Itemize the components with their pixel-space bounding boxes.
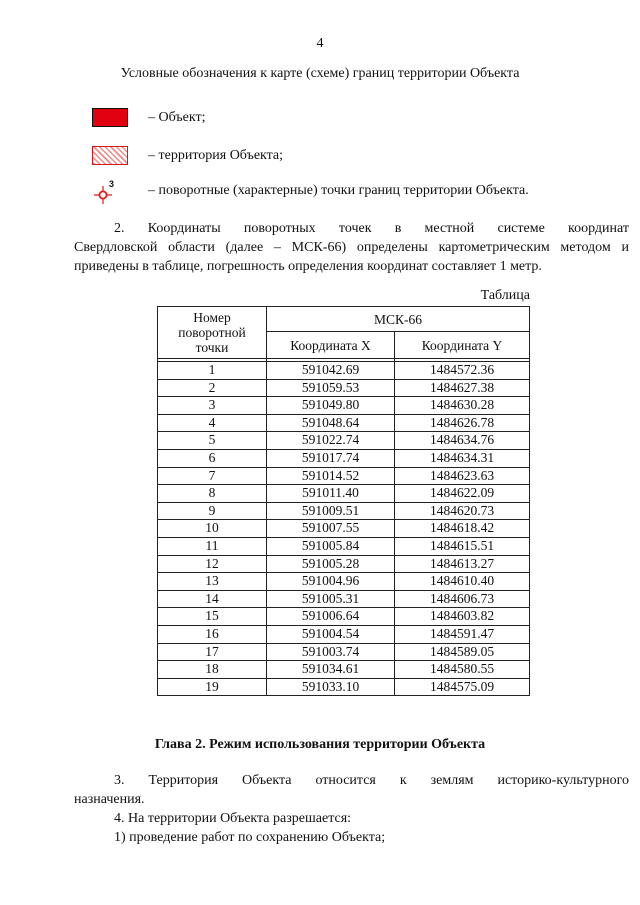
cell-point-number: 16 <box>158 625 267 643</box>
cell-coord-y: 1484613.27 <box>395 555 530 573</box>
header-point-number: Номер поворотной точки <box>158 307 267 359</box>
cell-point-number: 10 <box>158 520 267 538</box>
cell-point-number: 14 <box>158 590 267 608</box>
paragraph-4: 4. На территории Объекта разрешается: <box>114 811 352 826</box>
table-row <box>158 608 530 626</box>
cell-coord-x: 591033.10 <box>267 678 395 696</box>
table-row <box>158 520 530 538</box>
table-row <box>158 555 530 573</box>
table-row <box>158 661 530 679</box>
table-row <box>158 502 530 520</box>
cell-point-number: 9 <box>158 502 267 520</box>
cell-point-number: 19 <box>158 678 267 696</box>
cell-coord-x: 591005.84 <box>267 537 395 555</box>
cell-point-number: 2 <box>158 379 267 397</box>
cell-coord-y: 1484575.09 <box>395 678 530 696</box>
cell-coord-x: 591009.51 <box>267 502 395 520</box>
cell-coord-x: 591022.74 <box>267 432 395 450</box>
cell-coord-y: 1484606.73 <box>395 590 530 608</box>
legend-item-object <box>90 107 205 129</box>
cell-coord-x: 591005.28 <box>267 555 395 573</box>
cell-coord-x: 591059.53 <box>267 379 395 397</box>
legend-item-turning-point <box>90 180 529 202</box>
cell-coord-x: 591049.80 <box>267 397 395 415</box>
territory-hatch-icon <box>90 145 130 167</box>
cell-point-number: 15 <box>158 608 267 626</box>
table-row <box>158 414 530 432</box>
cell-coord-x: 591017.74 <box>267 449 395 467</box>
table-row <box>158 397 530 415</box>
header-coord-x: Координата X <box>267 332 395 359</box>
table-caption: Таблица <box>480 288 530 303</box>
legend-label-territory: – территория Объекта; <box>148 148 284 163</box>
cell-coord-x: 591005.31 <box>267 590 395 608</box>
table-row <box>158 643 530 661</box>
cell-coord-x: 591007.55 <box>267 520 395 538</box>
paragraph-2-body: Свердловской области (далее – МСК-66) определены картометрическим методом и приведены в таблице, погрешность определения координат составляет 1 метр. <box>74 240 629 274</box>
turning-point-number: 3 <box>109 179 115 189</box>
cell-coord-y: 1484580.55 <box>395 661 530 679</box>
cell-coord-y: 1484623.63 <box>395 467 530 485</box>
cell-point-number: 17 <box>158 643 267 661</box>
cell-coord-y: 1484622.09 <box>395 485 530 503</box>
legend-title: Условные обозначения к карте (схеме) границ территории Объекта <box>120 66 520 81</box>
table-row <box>158 590 530 608</box>
table-row <box>158 379 530 397</box>
table-row <box>158 362 530 380</box>
cell-coord-x: 591048.64 <box>267 414 395 432</box>
cell-coord-x: 591004.96 <box>267 573 395 591</box>
cell-coord-x: 591003.74 <box>267 643 395 661</box>
table-row <box>158 449 530 467</box>
cell-coord-x: 591011.40 <box>267 485 395 503</box>
cell-coord-y: 1484603.82 <box>395 608 530 626</box>
cell-point-number: 18 <box>158 661 267 679</box>
cell-coord-y: 1484634.76 <box>395 432 530 450</box>
cell-point-number: 7 <box>158 467 267 485</box>
legend-label-object: – Объект; <box>148 110 206 125</box>
cell-coord-x: 591006.64 <box>267 608 395 626</box>
table-row <box>158 432 530 450</box>
cell-point-number: 13 <box>158 573 267 591</box>
page-number: 4 <box>316 36 324 51</box>
cell-point-number: 11 <box>158 537 267 555</box>
table-row <box>158 467 530 485</box>
legend-label-turning-point: – поворотные (характерные) точки границ территории Объекта. <box>148 183 529 198</box>
cell-coord-y: 1484630.28 <box>395 397 530 415</box>
table-body <box>158 359 530 696</box>
cell-point-number: 8 <box>158 485 267 503</box>
table-row <box>158 537 530 555</box>
object-fill-icon <box>90 107 130 129</box>
table-row <box>158 625 530 643</box>
cell-coord-y: 1484615.51 <box>395 537 530 555</box>
paragraph-3-line-2: назначения. <box>74 792 145 807</box>
cell-point-number: 6 <box>158 449 267 467</box>
cell-coord-y: 1484626.78 <box>395 414 530 432</box>
cell-point-number: 12 <box>158 555 267 573</box>
list-item-1: 1) проведение работ по сохранению Объекта; <box>114 830 386 845</box>
table-row <box>158 573 530 591</box>
cell-coord-y: 1484620.73 <box>395 502 530 520</box>
cell-point-number: 3 <box>158 397 267 415</box>
cell-point-number: 1 <box>158 362 267 380</box>
cell-coord-y: 1484618.42 <box>395 520 530 538</box>
paragraph-2-line-1: 2. Координаты поворотных точек в местной системе координат <box>114 221 629 236</box>
cell-coord-x: 591014.52 <box>267 467 395 485</box>
cell-coord-y: 1484610.40 <box>395 573 530 591</box>
header-system: МСК-66 <box>267 307 530 332</box>
header-coord-y: Координата Y <box>395 332 530 359</box>
chapter-title: Глава 2. Режим использования территории Объекта <box>154 737 486 752</box>
cell-coord-y: 1484589.05 <box>395 643 530 661</box>
cell-coord-y: 1484627.38 <box>395 379 530 397</box>
table-row <box>158 678 530 696</box>
turning-point-icon <box>90 180 130 202</box>
cell-point-number: 5 <box>158 432 267 450</box>
cell-coord-y: 1484634.31 <box>395 449 530 467</box>
coordinates-table <box>157 306 530 696</box>
cell-coord-x: 591042.69 <box>267 362 395 380</box>
table-row <box>158 485 530 503</box>
cell-point-number: 4 <box>158 414 267 432</box>
cell-coord-x: 591034.61 <box>267 661 395 679</box>
cell-coord-y: 1484572.36 <box>395 362 530 380</box>
cell-coord-x: 591004.54 <box>267 625 395 643</box>
cell-coord-y: 1484591.47 <box>395 625 530 643</box>
paragraph-3-line-1: 3. Территория Объекта относится к землям историко-культурного <box>114 773 629 788</box>
legend-item-territory <box>90 145 283 167</box>
